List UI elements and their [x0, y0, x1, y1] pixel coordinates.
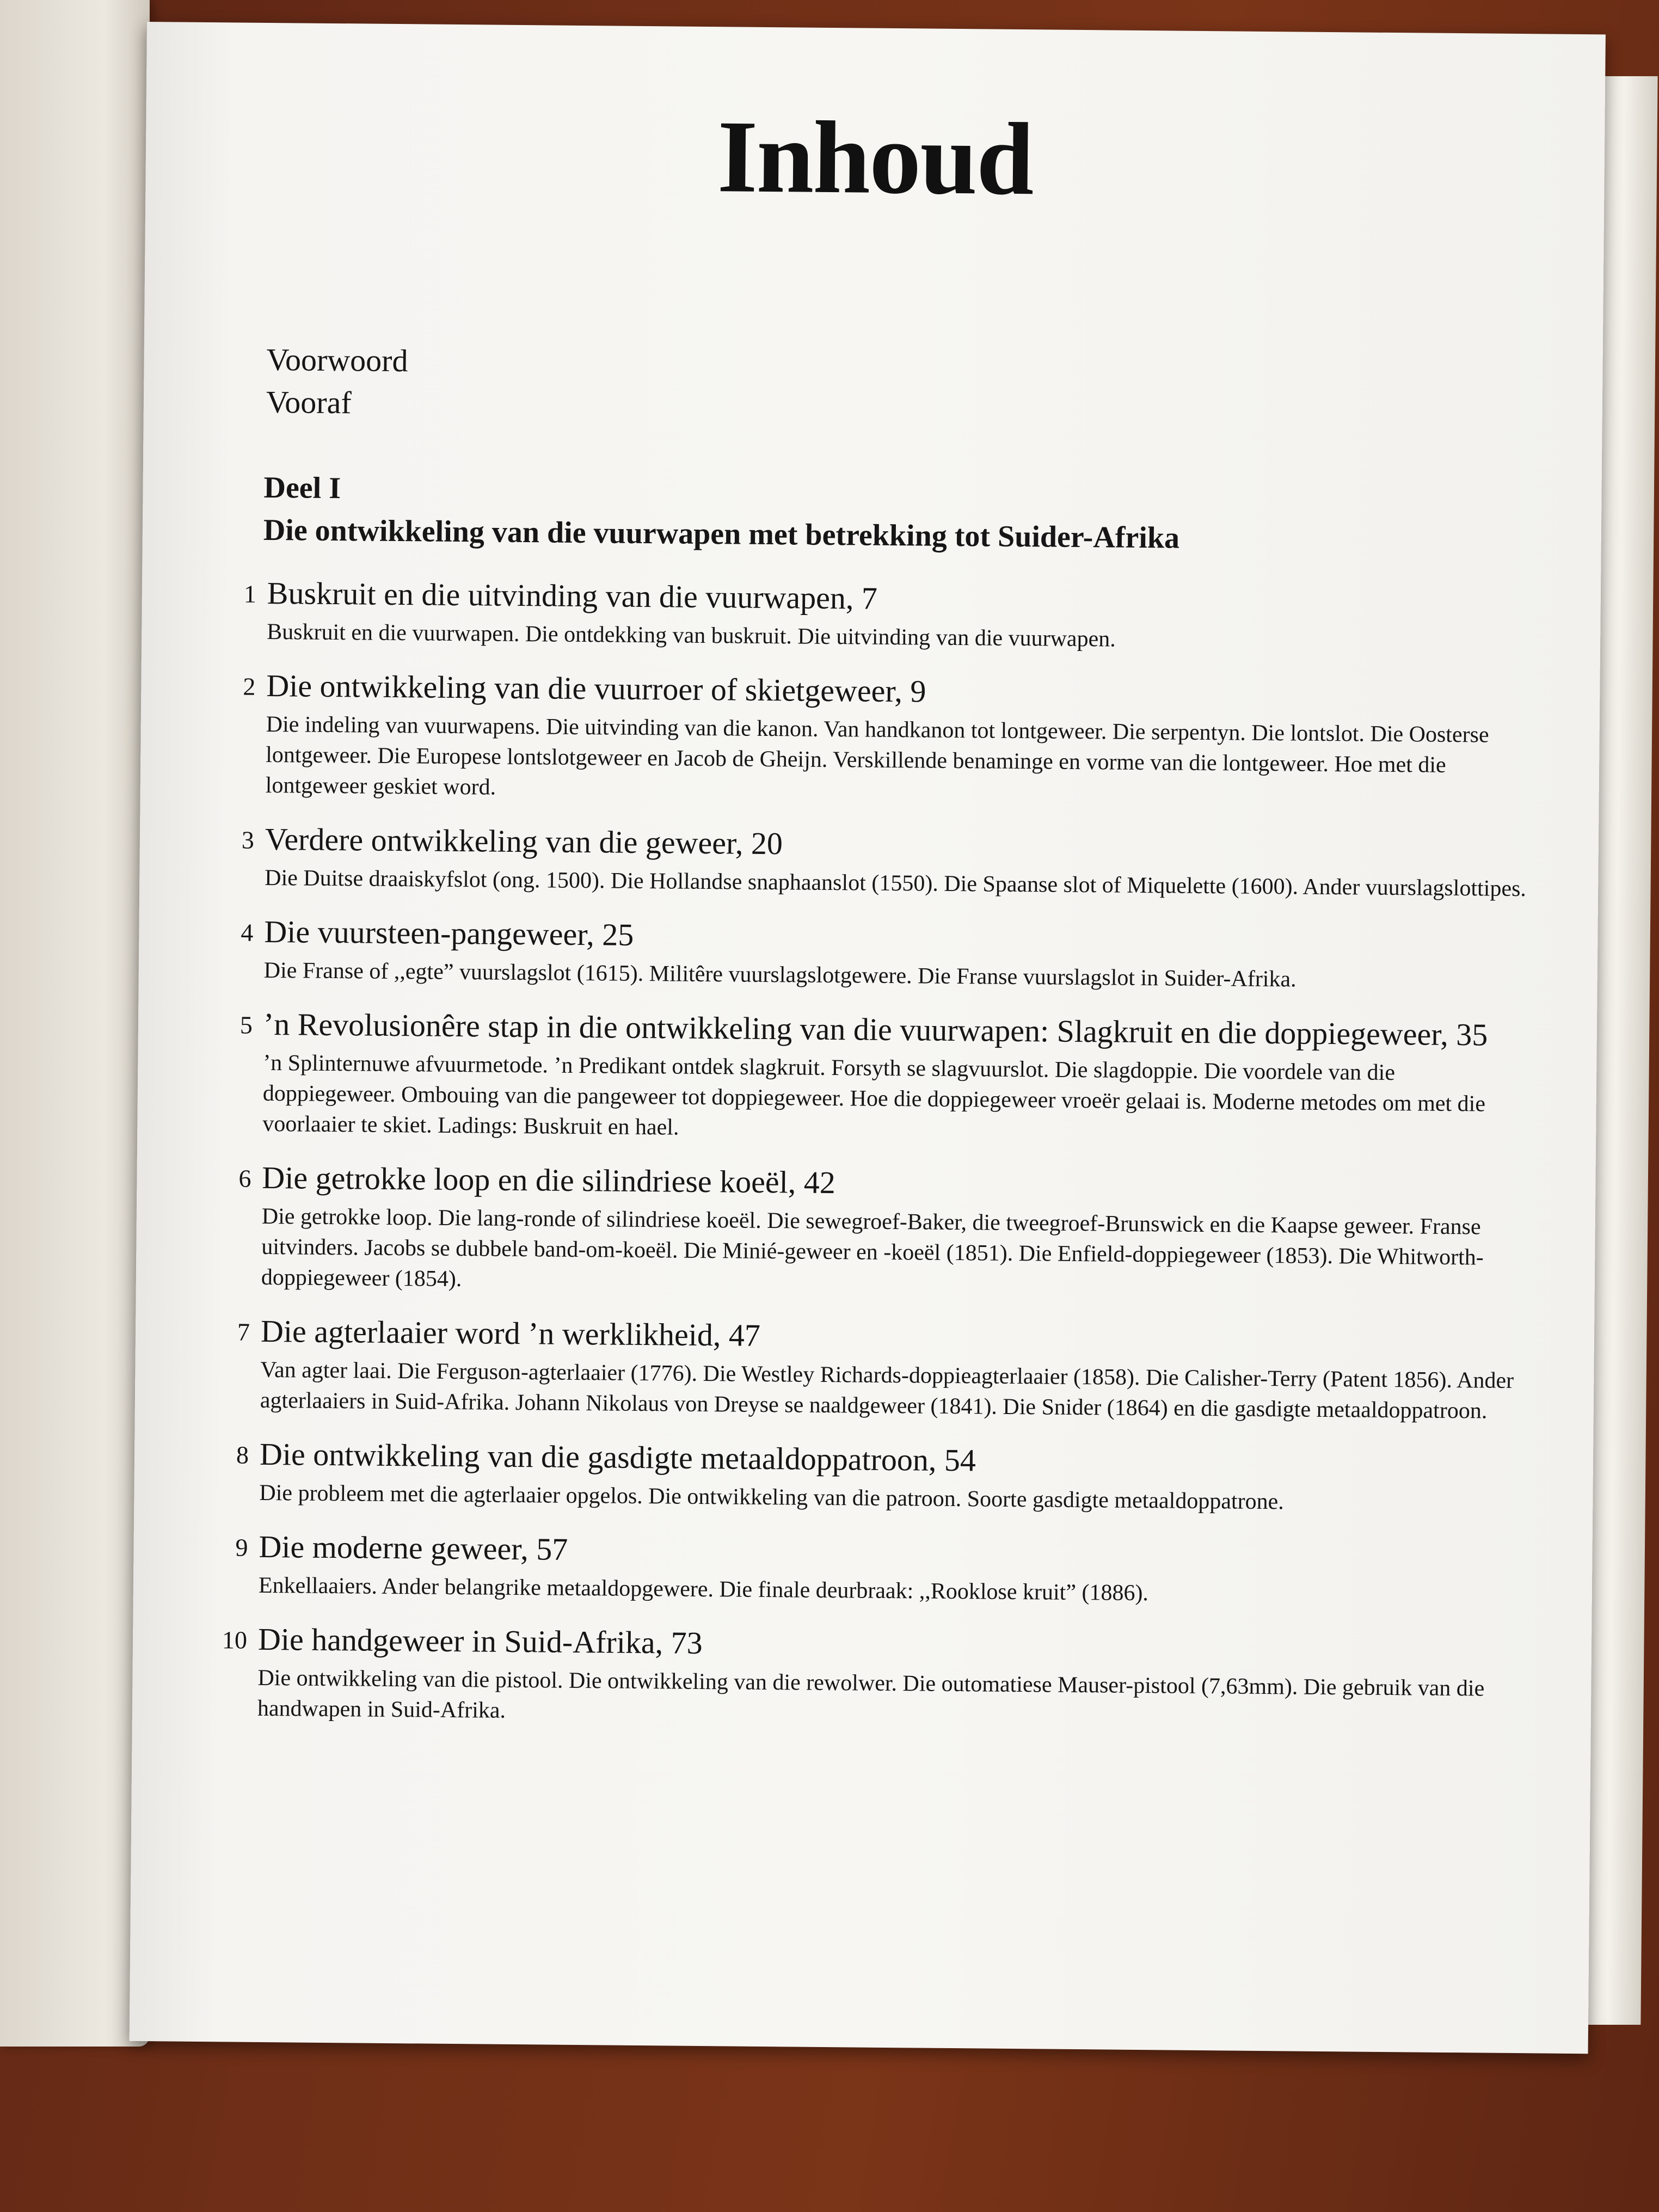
- chapter-title: ’n Revolusionêre stap in die ontwikkeling van die vuurwapen: Slagkruit en die doppiegeweer, 35: [263, 1006, 1488, 1053]
- chapter-number: 7: [237, 1318, 250, 1346]
- chapter-description: Van agter laai. Die Ferguson-agterlaaier (1776). Die Westley Richards-doppieagterlaaier (1858). Die Calisher-Terry (Patent 1856). Ander agterlaaiers in Suid-Afrika. Johann Nikolaus von Dreyse se naaldgeweer (1841). Die Snider (1864) en die gasdigte metaaldoppatroon.: [260, 1357, 1514, 1424]
- chapter-entry: [228, 667, 1535, 812]
- chapter-entry: [220, 1528, 1527, 1612]
- section-label: Deel I: [263, 470, 341, 506]
- facing-page: [0, 0, 150, 2047]
- chapter-number: 5: [239, 1011, 253, 1039]
- chapter-entry: [219, 1621, 1527, 1735]
- front-matter: [266, 339, 408, 425]
- chapter-number: 10: [222, 1626, 248, 1654]
- chapter-number: 8: [236, 1441, 249, 1469]
- chapter-entry: [224, 1006, 1532, 1150]
- page-title: Inhoud: [717, 100, 1034, 217]
- front-matter-item: Voorwoord: [266, 341, 408, 379]
- chapter-title: Die ontwikkeling van die vuurroer of skietgeweer, 9: [266, 667, 926, 709]
- section-heading: [263, 466, 1181, 560]
- chapter-list: [219, 575, 1535, 1755]
- chapter-title: Verdere ontwikkeling van die geweer, 20: [265, 821, 783, 862]
- table-of-contents: [130, 22, 1606, 2054]
- chapter-number: 4: [241, 918, 254, 947]
- chapter-title: Buskruit en die uitvinding van die vuurwapen, 7: [267, 575, 878, 616]
- chapter-number: 6: [238, 1164, 251, 1193]
- chapter-title: Die moderne geweer, 57: [259, 1528, 568, 1567]
- section-title: Die ontwikkeling van die vuurwapen met betrekking tot Suider-Afrika: [263, 513, 1180, 555]
- chapter-title: Die vuursteen-pangeweer, 25: [264, 913, 634, 953]
- chapter-title: Die handgeweer in Suid-Afrika, 73: [257, 1621, 703, 1661]
- chapter-description: Die probleem met die agterlaaier opgelos. Die ontwikkeling van die patroon. Soorte gasdigte metaaldoppatrone.: [259, 1480, 1284, 1515]
- chapter-entry: [229, 575, 1535, 658]
- chapter-title: Die ontwikkeling van die gasdigte metaaldoppatroon, 54: [259, 1436, 976, 1478]
- chapter-description: Die Franse of ,,egte” vuurslagslot (1615). Militêre vuurslagslotgewere. Die Franse vuurslagslot in Suider-Afrika.: [263, 957, 1297, 992]
- chapter-number: 9: [235, 1533, 248, 1562]
- chapter-entry: [226, 821, 1533, 904]
- chapter-description: Die Duitse draaiskyfslot (ong. 1500). Die Hollandse snaphaanslot (1550). Die Spaanse slot of Miquelette (1600). Ander vuurslagslottipes.: [265, 865, 1527, 902]
- chapter-description: Buskruit en die vuurwapen. Die ontdekking van buskruit. Die uitvinding van die vuurwapen.: [267, 619, 1116, 652]
- chapter-description: Die ontwikkeling van die pistool. Die ontwikkeling van die rewolwer. Die outomatiese Mauser-pistool (7,63mm). Die gebruik van die handwapen in Suid-Afrika.: [257, 1665, 1485, 1723]
- chapter-description: Enkellaaiers. Ander belangrike metaaldopgewere. Die finale deurbraak: ,,Rooklose kruit” (1886).: [258, 1572, 1149, 1606]
- chapter-entry: [222, 1313, 1529, 1427]
- chapter-number: 2: [243, 672, 256, 701]
- chapter-entry: [221, 1436, 1528, 1519]
- chapter-description: Die getrokke loop. Die lang-ronde of silindriese koeël. Die sewegroef-Baker, die tweegroef-Brunswick en die Kaapse geweer. Franse uitvinders. Jacobs se dubbele band-om-koeël. Die Minié-geweer en -koeël (1851). Die Enfield-doppiegeweer (1853). Die Whitworth-doppiegeweer (1854).: [261, 1203, 1484, 1292]
- chapter-entry: [226, 913, 1533, 997]
- chapter-description: ’n Splinternuwe afvuurmetode. ’n Predikant ontdek slagkruit. Forsyth se slagvuurslot. Die slagdoppie. Die voordele van die doppiegeweer. Ombouing van die pangeweer tot doppiegeweer. Hoe die doppiegeweer vroeër gelaai is. Moderne metodes om met die voorlaaier te skiet. Ladings: Buskruit en hael.: [262, 1050, 1486, 1140]
- chapter-entry: [223, 1159, 1531, 1304]
- chapter-number: 1: [243, 580, 257, 608]
- chapter-title: Die agterlaaier word ’n werklikheid, 47: [260, 1313, 761, 1353]
- book-page: [130, 22, 1606, 2054]
- chapter-description: Die indeling van vuurwapens. Die uitvinding van die kanon. Van handkanon tot lontgeweer. Die serpentyn. Die lontslot. Die Oosterse lontgeweer. Die Europese lontslotgeweer en Jacob de Gheijn. Verskillende benaminge en vorme van die lontgeweer. Hoe met die lontgeweer geskiet word.: [265, 711, 1489, 800]
- front-matter-item: Vooraf: [266, 384, 352, 421]
- chapter-title: Die getrokke loop en die silindriese koeël, 42: [262, 1159, 836, 1201]
- chapter-number: 3: [241, 826, 255, 854]
